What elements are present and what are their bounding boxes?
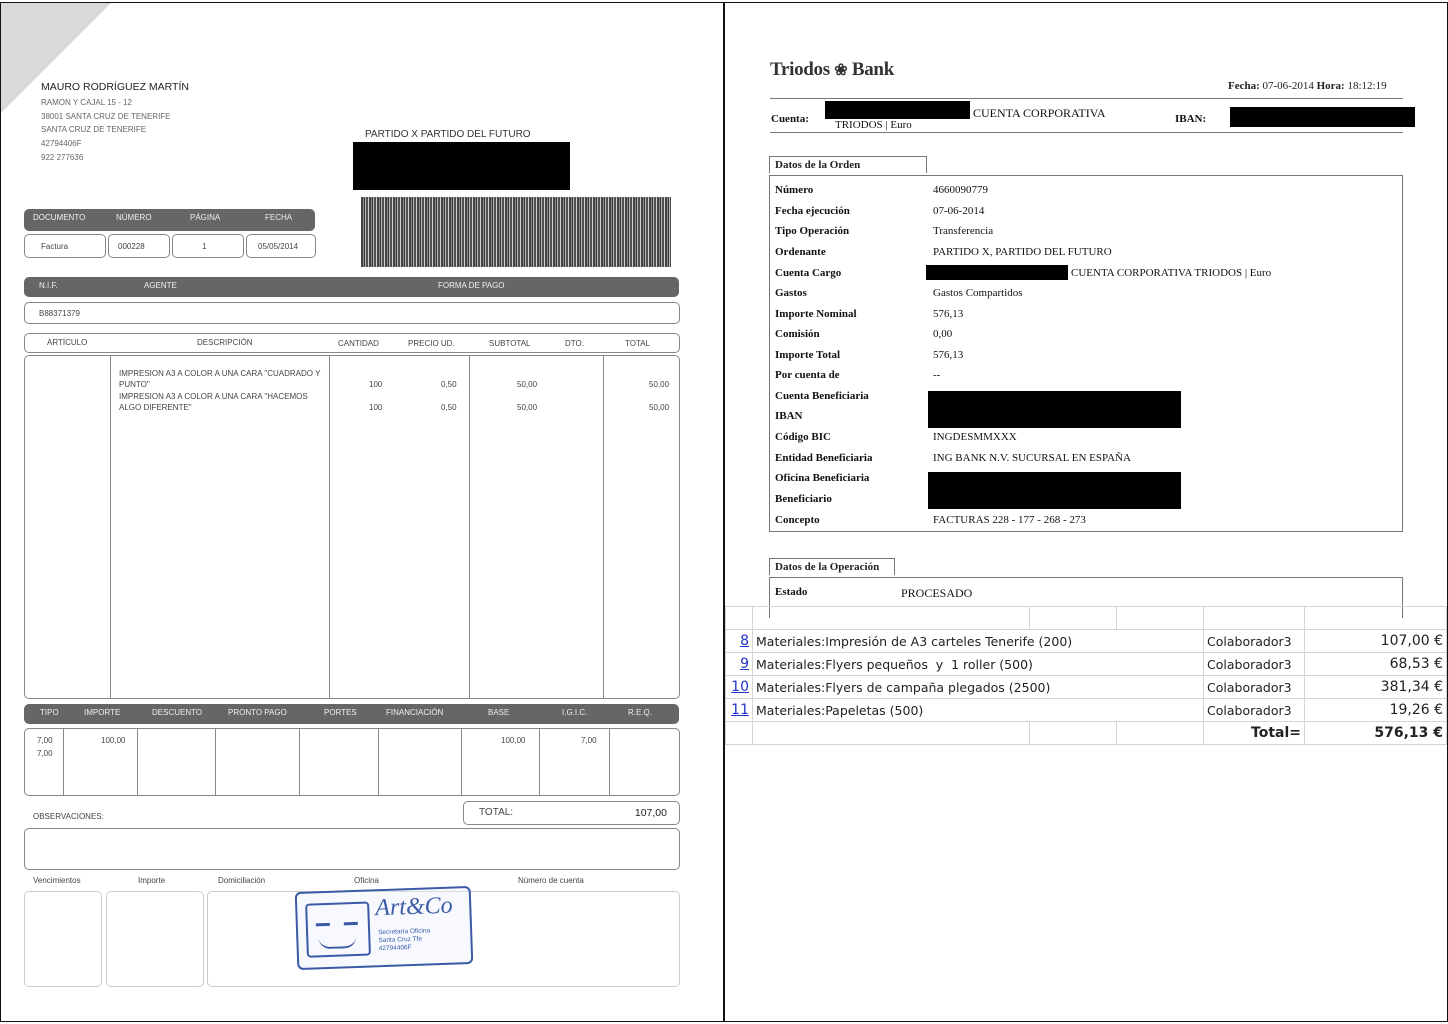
row-11-who: Colaborador3	[1204, 699, 1305, 722]
row-ordenante-value: PARTIDO X, PARTIDO DEL FUTURO	[933, 246, 1112, 258]
operation-section-tab: Datos de la Operación	[769, 558, 895, 575]
table-row	[726, 607, 1447, 630]
date-value: 07-06-2014	[1262, 80, 1314, 92]
time-label: Hora:	[1316, 80, 1345, 92]
row-importe-nominal-value: 576,13	[933, 308, 964, 320]
item-2-total: 50,00	[649, 403, 670, 412]
tax-values	[24, 728, 680, 796]
total-value: 107,00	[634, 807, 667, 819]
observaciones-label: OBSERVACIONES:	[33, 812, 104, 821]
footer-domiciliacion: Domiciliación	[218, 876, 266, 885]
row-8-desc: Materiales:Impresión de A3 carteles Tenerife (200)	[753, 630, 1204, 653]
header-label-numero: NÚMERO	[116, 213, 152, 222]
tax-label-financiacion: FINANCIACIÓN	[386, 708, 444, 717]
doc-number: 000228	[118, 242, 145, 251]
stamp-logo-icon	[305, 902, 371, 958]
col-descripcion: DESCRIPCIÓN	[197, 338, 253, 347]
row-9-desc: Materiales:Flyers pequeños y 1 roller (500)	[753, 653, 1204, 676]
row-cuenta-cargo-value: CUENTA CORPORATIVA TRIODOS | Euro	[1071, 267, 1272, 279]
bank-logo-suffix: Bank	[851, 59, 894, 80]
tax-tipo-1: 7,00	[37, 736, 53, 745]
item-1-total: 50,00	[649, 380, 670, 389]
observaciones-box	[24, 828, 680, 870]
footer-numero-cuenta: Número de cuenta	[518, 876, 584, 885]
stamp-brand: Art&Co	[374, 892, 454, 922]
doc-date: 05/05/2014	[258, 242, 299, 251]
redacted-address	[353, 142, 570, 190]
client-label-pago: FORMA DE PAGO	[438, 281, 505, 290]
row-bic-label: Código BIC	[775, 431, 831, 443]
total-box	[463, 801, 680, 825]
items-header	[24, 333, 680, 353]
row-por-cuenta-label: Por cuenta de	[775, 369, 840, 381]
item-2-subtotal: 50,00	[517, 403, 538, 412]
row-10-amount: 381,34 €	[1305, 676, 1447, 699]
row-gastos-label: Gastos	[775, 287, 807, 299]
row-10-who: Colaborador3	[1204, 676, 1305, 699]
stamp-lines	[378, 927, 431, 953]
footer-oficina: Oficina	[354, 876, 379, 885]
row-cuenta-cargo-label: Cuenta Cargo	[775, 267, 842, 279]
tax-base: 100,00	[501, 736, 526, 745]
row-8-who: Colaborador3	[1204, 630, 1305, 653]
total-label: TOTAL:	[479, 807, 514, 818]
total-value-cell: 576,13 €	[1305, 722, 1447, 745]
table-row	[726, 722, 1447, 745]
issuer-line-4: 42794406F	[41, 139, 82, 148]
order-section-tab: Datos de la Orden	[769, 156, 927, 173]
row-ordenante-label: Ordenante	[775, 246, 826, 258]
stamp-line-1: Secretaría Oficina	[378, 927, 431, 937]
items-body	[24, 355, 680, 699]
row-link-11[interactable]: 11	[731, 702, 749, 718]
barcode	[361, 197, 671, 267]
issuer-line-5: 922 277636	[41, 153, 84, 162]
client-label-nif: N.I.F.	[39, 281, 58, 290]
table-row	[726, 630, 1447, 653]
document-header-values	[24, 234, 315, 258]
tax-tipo-2: 7,00	[37, 749, 53, 758]
col-total: TOTAL	[625, 339, 651, 348]
row-iban-label: IBAN	[775, 410, 803, 422]
row-11-desc: Materiales:Papeletas (500)	[753, 699, 1204, 722]
row-9-who: Colaborador3	[1204, 653, 1305, 676]
tax-label-portes: PORTES	[324, 708, 357, 717]
tax-label-pronto-pago: PRONTO PAGO	[228, 708, 287, 717]
footer-vencimientos: Vencimientos	[33, 876, 81, 885]
redacted-beneficiary	[928, 472, 1181, 509]
row-entidad-label: Entidad Beneficiaria	[775, 452, 873, 464]
item-1-subtotal: 50,00	[517, 380, 538, 389]
col-articulo: ARTÍCULO	[47, 338, 88, 347]
row-10-desc: Materiales:Flyers de campaña plegados (2500)	[753, 676, 1204, 699]
row-fecha-value: 07-06-2014	[933, 205, 985, 217]
row-link-8[interactable]: 8	[740, 633, 749, 649]
estado-value: PROCESADO	[901, 586, 973, 600]
estado-label: Estado	[775, 586, 808, 598]
row-comision-label: Comisión	[775, 328, 820, 340]
issuer-line-2: 38001 SANTA CRUZ DE TENERIFE	[41, 112, 171, 121]
row-importe-nominal-label: Importe Nominal	[775, 308, 857, 320]
doc-page: 1	[202, 242, 207, 251]
item-2-qty: 100	[369, 403, 383, 412]
row-oficina-label: Oficina Beneficiaria	[775, 472, 870, 484]
redacted-beneficiary-account	[928, 391, 1181, 428]
row-fecha-label: Fecha ejecución	[775, 205, 850, 217]
row-8-amount: 107,00 €	[1305, 630, 1447, 653]
tax-label-req: R.E.Q.	[628, 708, 653, 717]
account-label: Cuenta:	[771, 113, 809, 125]
invoice-document	[0, 2, 724, 1022]
row-por-cuenta-value: --	[933, 369, 941, 381]
row-link-9[interactable]: 9	[740, 656, 749, 672]
header-label-pagina: PÁGINA	[190, 213, 221, 222]
row-importe-total-value: 576,13	[933, 349, 964, 361]
row-numero-label: Número	[775, 184, 814, 196]
client-label-agente: AGENTE	[144, 281, 177, 290]
row-beneficiario-label: Beneficiario	[775, 493, 832, 505]
stamp-line-3: 42794406F	[378, 944, 412, 953]
client-bar	[24, 277, 679, 297]
tax-label-descuento: DESCUENTO	[152, 708, 203, 717]
table-row	[726, 653, 1447, 676]
table-row	[726, 699, 1447, 722]
item-1-desc: IMPRESION A3 A COLOR A UNA CARA "CUADRADO Y PUNTO"	[119, 369, 321, 389]
row-cuenta-beneficiaria-label: Cuenta Beneficiaria	[775, 390, 869, 402]
row-concepto-value: FACTURAS 228 - 177 - 268 - 273	[933, 514, 1086, 526]
col-precio: PRECIO UD.	[408, 339, 455, 348]
client-nif: B88371379	[39, 309, 80, 318]
table-row	[726, 676, 1447, 699]
company-stamp	[295, 886, 474, 970]
order-rows	[725, 3, 1447, 543]
col-dto: DTO.	[565, 339, 584, 348]
folded-corner	[1, 3, 111, 113]
iban-label: IBAN:	[1175, 113, 1207, 125]
total-label-cell: Total=	[1204, 722, 1305, 745]
row-gastos-value: Gastos Compartidos	[933, 287, 1023, 299]
document-header-bar	[24, 209, 315, 231]
tax-bar	[24, 704, 679, 724]
row-concepto-label: Concepto	[775, 514, 820, 526]
materials-table	[725, 606, 1447, 745]
bank-transfer-document	[724, 2, 1448, 1022]
tax-igic: 7,00	[581, 736, 597, 745]
bank-logo-name: Triodos	[770, 59, 830, 80]
tax-label-importe: IMPORTE	[84, 708, 121, 717]
tax-label-base: BASE	[488, 708, 510, 717]
date-label: Fecha:	[1228, 80, 1260, 92]
issuer-line-1: RAMON Y CAJAL 15 - 12	[41, 98, 132, 107]
header-label-fecha: FECHA	[265, 213, 293, 222]
tax-label-tipo: TIPO	[40, 708, 59, 717]
doc-type: Factura	[41, 242, 69, 251]
row-entidad-value: ING BANK N.V. SUCURSAL EN ESPAÑA	[933, 452, 1131, 464]
row-11-amount: 19,26 €	[1305, 699, 1447, 722]
col-cantidad: CANTIDAD	[338, 339, 379, 348]
item-1-price: 0,50	[441, 380, 457, 389]
row-numero-value: 4660090779	[933, 184, 988, 196]
time-value: 18:12:19	[1347, 80, 1387, 92]
issuer-line-3: SANTA CRUZ DE TENERIFE	[41, 125, 147, 134]
tax-label-igic: I.G.I.C.	[562, 708, 588, 717]
row-9-amount: 68,53 €	[1305, 653, 1447, 676]
item-1-qty: 100	[369, 380, 383, 389]
client-values	[24, 302, 680, 324]
account-bank: TRIODOS | Euro	[835, 119, 912, 131]
row-link-10[interactable]: 10	[731, 679, 749, 695]
row-tipo-label: Tipo Operación	[775, 225, 850, 237]
tax-importe: 100,00	[101, 736, 126, 745]
issuer-name: MAURO RODRÍGUEZ MARTÍN	[41, 81, 189, 93]
header-label-documento: DOCUMENTO	[33, 213, 86, 222]
account-type: CUENTA CORPORATIVA	[973, 106, 1106, 120]
redacted-cuenta-cargo	[926, 265, 1068, 280]
row-tipo-value: Transferencia	[933, 225, 994, 237]
item-2-desc: IMPRESION A3 A COLOR A UNA CARA "HACEMOS ALGO DIFERENTE"	[119, 392, 308, 412]
row-comision-value: 0,00	[933, 328, 953, 340]
row-bic-value: INGDESMMXXX	[933, 431, 1017, 443]
item-2-price: 0,50	[441, 403, 457, 412]
stamp-line-2: Santa Cruz Tfe	[378, 935, 423, 945]
col-subtotal: SUBTOTAL	[489, 339, 531, 348]
footer-importe: Importe	[138, 876, 166, 885]
row-importe-total-label: Importe Total	[775, 349, 841, 361]
bank-logo-icon: ❀	[834, 62, 848, 79]
recipient-name: PARTIDO X PARTIDO DEL FUTURO	[365, 129, 531, 140]
